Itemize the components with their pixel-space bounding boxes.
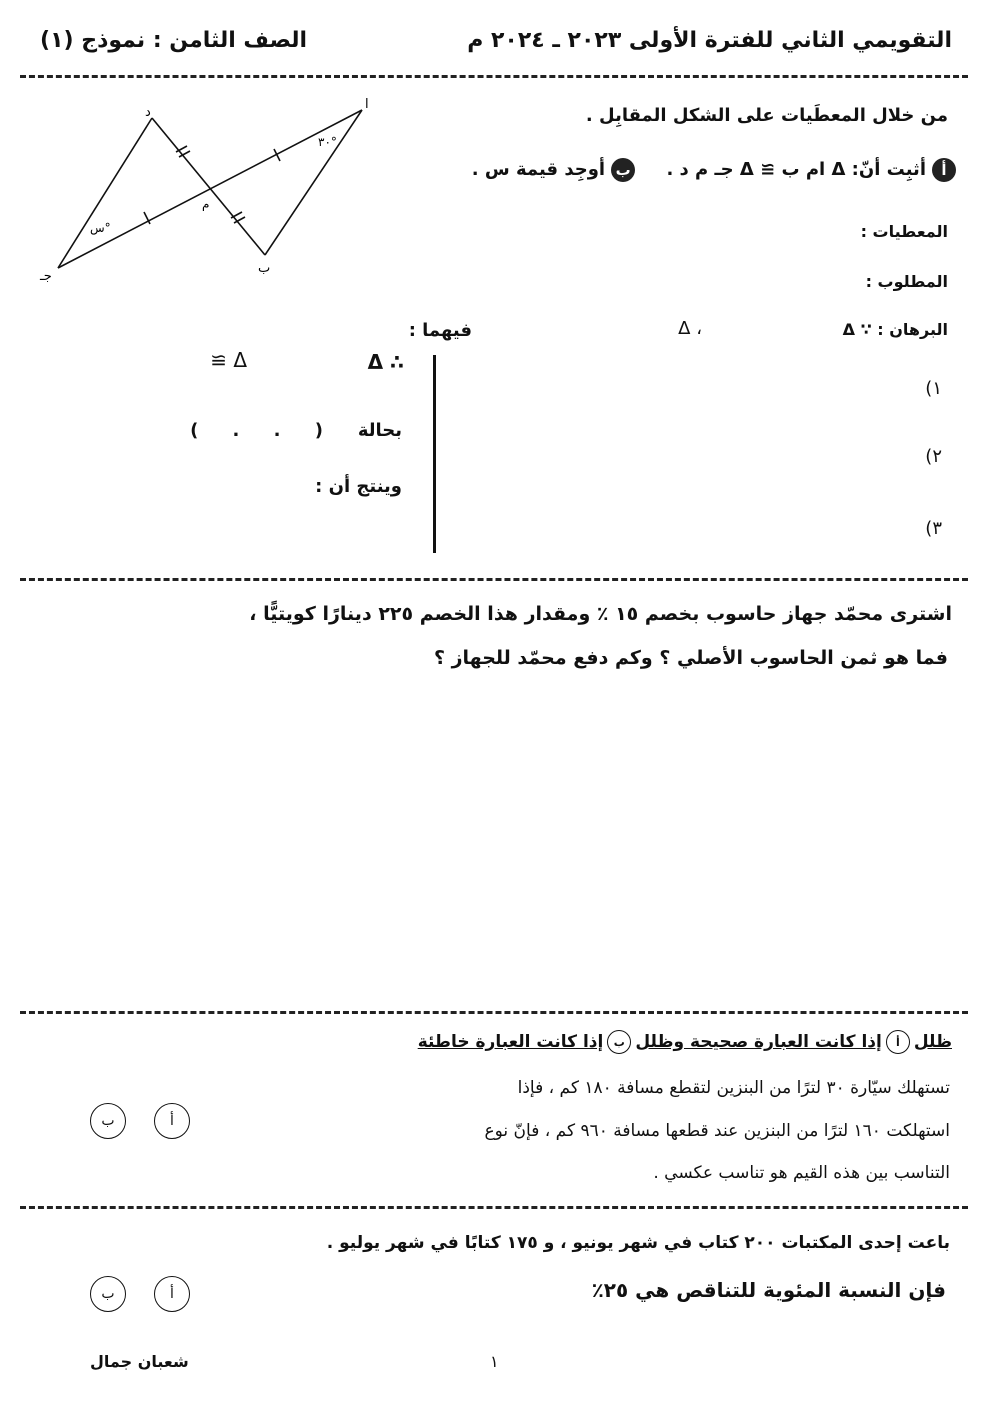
step-2: ٢): [925, 446, 942, 467]
givens-label: المعطيات :: [860, 222, 948, 241]
label-a: ﺍ: [365, 97, 369, 112]
label-m: م: [202, 197, 210, 211]
part-b-text: أوجِد قيمة س .: [471, 159, 606, 180]
proof-divider: [433, 355, 436, 553]
item2-option-b[interactable]: ب: [90, 1276, 126, 1312]
item2-line-1: باعت إحدى المكتبات ٢٠٠ كتاب في شهر يونيو ، و ١٧٥ كتابًا في شهر يوليو .: [326, 1233, 950, 1253]
congruent-triangle: Δ ≅: [210, 348, 247, 372]
grade-label: الصف الثامن : نموذج (١): [40, 28, 308, 53]
part-b-badge: ب: [611, 158, 635, 182]
divider: [20, 1011, 968, 1014]
label-b: ب: [258, 261, 271, 276]
part-a-badge: أ: [932, 158, 956, 182]
result-label: وينتج أن :: [315, 476, 402, 497]
q2-line-1: اشترى محمّد جهاز حاسوب بخصم ١٥ ٪ ومقدار هذا الخصم ٢٢٥ دينارًا كويتيًّا ،: [249, 603, 952, 625]
step-3: ٣): [925, 518, 942, 539]
therefore-triangle: ∴ Δ: [367, 350, 404, 374]
item1-option-b[interactable]: ب: [90, 1103, 126, 1139]
divider: [20, 578, 968, 581]
label-j: جـ: [40, 269, 52, 284]
line-a-b: [265, 110, 362, 255]
item2-option-a[interactable]: أ: [154, 1276, 190, 1312]
item1-line-2: استهلكت ١٦٠ لترًا من البنزين عند قطعها مسافة ٩٦٠ كم ، فإنّ نوع: [484, 1121, 950, 1141]
label-d: د: [145, 105, 151, 120]
q1-parts: [472, 158, 956, 182]
required-label: المطلوب :: [865, 272, 948, 291]
part-a-text: أثبِت أنّ: Δ ﺍم ب ≅ Δ جـ م د .: [666, 159, 926, 180]
angle-a-label: ٣٠°: [318, 135, 337, 149]
angle-x-label: س°: [90, 221, 111, 235]
divider: [20, 1206, 968, 1209]
page-number: ١: [490, 1352, 499, 1371]
item2-line-2: فإن النسبة المئوية للتناقص هي ٢٥٪: [591, 1278, 946, 1302]
q3-instruction: ظللأإذا كانت العبارة صحيحة وظللبإذا كانت العبارة خاطئة: [417, 1032, 952, 1052]
item1-option-a[interactable]: أ: [154, 1103, 190, 1139]
q1-intro: من خلال المعطَيات على الشكل المقابِل .: [585, 105, 948, 126]
by-case-blank: ( . . ): [190, 420, 337, 441]
divider: [20, 75, 968, 78]
by-case-label: بحالة: [357, 420, 402, 441]
triangles-figure: [30, 90, 380, 290]
author-name: شعبان جمال: [90, 1352, 189, 1371]
line-d-j: [58, 118, 152, 268]
item1-line-1: تستهلك سيّارة ٣٠ لترًا من البنزين لتقطع مسافة ١٨٠ كم ، فإذا: [517, 1078, 950, 1098]
q2-line-2: فما هو ثمن الحاسوب الأصلي ؟ وكم دفع محمّد للجهاز ؟: [433, 647, 948, 669]
step-1: ١): [925, 378, 942, 399]
proof-second-triangle: ، Δ: [678, 318, 702, 339]
exam-title: التقويمي الثاني للفترة الأولى ٢٠٢٣ ـ ٢٠٢٤ م: [467, 28, 952, 53]
in-them-label: فيهما :: [408, 320, 472, 341]
item1-line-3: التناسب بين هذه القيم هو تناسب عكسي .: [653, 1163, 950, 1183]
line-d-b: [152, 118, 265, 255]
proof-label: البرهان : ∵ Δ: [842, 320, 948, 339]
